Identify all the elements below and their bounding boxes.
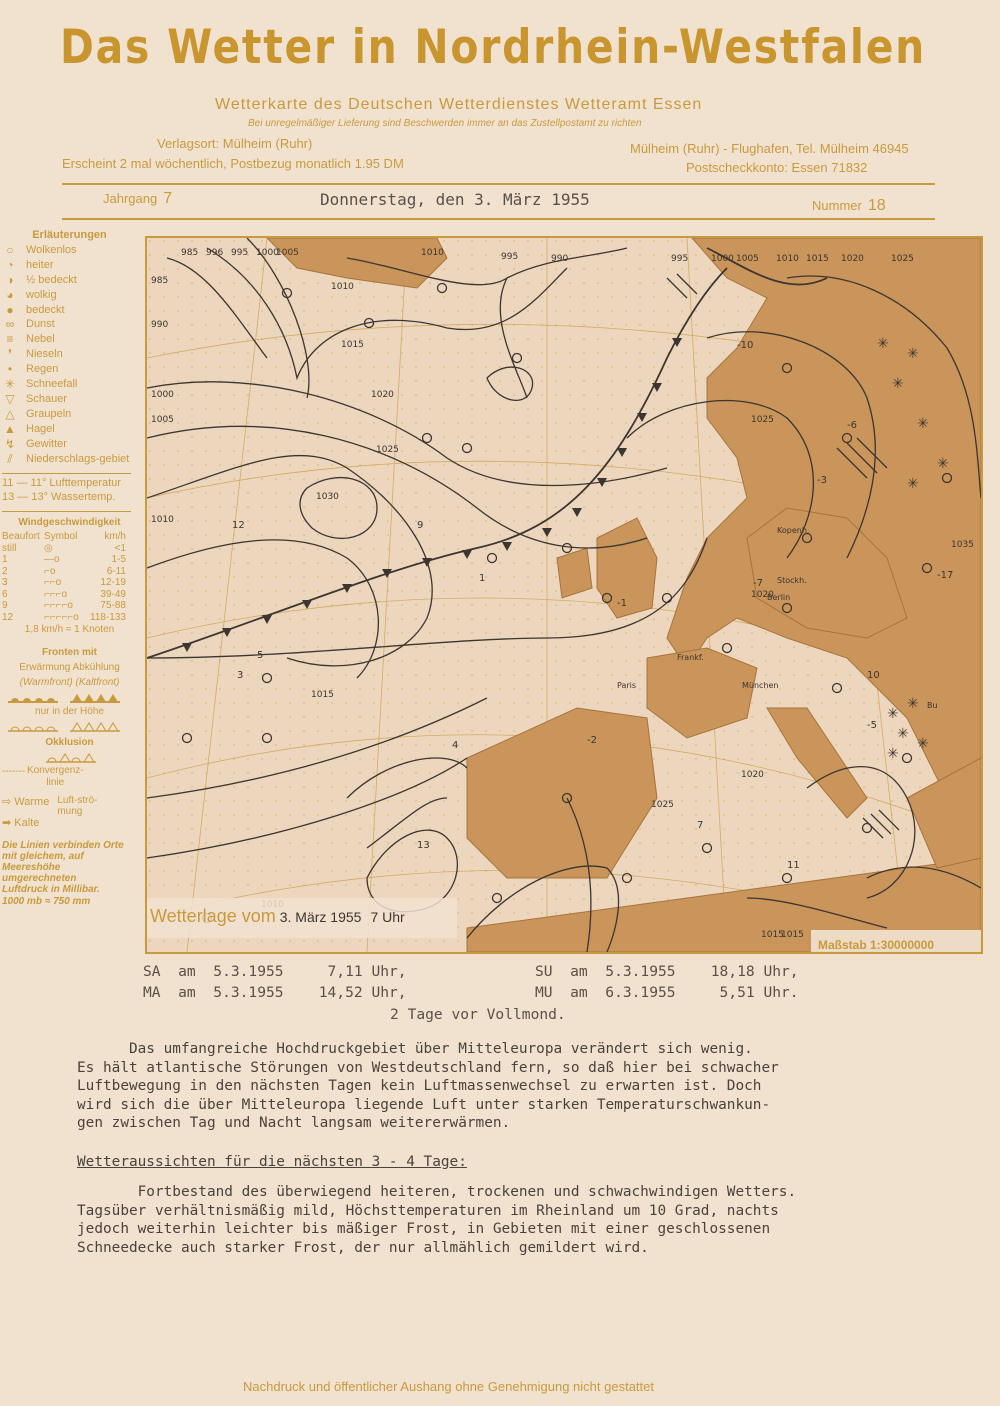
legend-item — [2, 392, 137, 407]
wind-header-cell: km/h — [104, 531, 126, 543]
reprint-notice: Nachdruck und öffentlicher Aushang ohne Genehmigung nicht gestattet — [243, 1379, 654, 1394]
isobar-label: 995 — [501, 252, 519, 262]
map-scale: Maßstab 1:30000000 — [818, 938, 935, 952]
newspaper-title: Das Wetter in Nordrhein-Westfalen — [60, 20, 927, 75]
svg-text:✳: ✳ — [887, 746, 899, 762]
weather-symbol-icon: ● — [6, 302, 14, 317]
air-temp-key: 11 — 11° Lufttemperatur — [2, 476, 121, 489]
upper-fronts-symbol — [6, 720, 126, 734]
legend-item — [2, 347, 137, 362]
temperature-label: 3 — [237, 670, 244, 681]
contact-postcheck: Postscheckkonto: Essen 71832 — [686, 160, 868, 175]
isobar-label: 1015 — [341, 340, 364, 350]
moonset: MU am 6.3.1955 5,51 Uhr. — [535, 984, 799, 1001]
isobar-label: 1010 — [331, 282, 354, 292]
temperature-label: -17 — [937, 570, 954, 581]
legend-divider — [2, 511, 131, 512]
isobar-label: 1020 — [741, 770, 764, 780]
wind-barb-icon: ⌐⌐o — [44, 577, 62, 589]
wind-cell: <1 — [114, 542, 126, 554]
weather-map — [145, 236, 983, 954]
convergence-key: ------- Konvergenz-linie — [2, 764, 84, 788]
wind-note: 1,8 km/h ≈ 1 Knoten — [24, 624, 115, 636]
volume-label: Jahrgang — [103, 191, 158, 206]
weather-symbol-icon: ◑ — [6, 272, 14, 287]
wind-cell: 39-49 — [100, 588, 126, 600]
isobar-label: 1030 — [316, 492, 339, 502]
temperature-label: 9 — [417, 520, 424, 531]
wind-row — [2, 612, 137, 624]
weather-symbol-icon: ▽ — [5, 391, 15, 406]
isobar-label: 995 — [671, 254, 689, 264]
isobar-label: 1000 — [711, 254, 734, 264]
water-temp-key: 13 — 13° Wassertemp. — [2, 491, 116, 504]
legend-item-label: Nieseln — [26, 348, 63, 361]
isobar-label: 1025 — [891, 254, 914, 264]
issue-number-info — [812, 197, 886, 215]
isobar-label: 1010 — [421, 248, 444, 258]
city-label: München — [742, 681, 779, 690]
legend-item-label: bedeckt — [26, 303, 65, 316]
fronts-title: Fronten mit — [42, 647, 97, 659]
wind-barb-icon: ⌐⌐⌐o — [44, 588, 68, 600]
temperature-label: -2 — [587, 735, 597, 746]
svg-text:✳: ✳ — [917, 416, 929, 432]
wind-cell: 9 — [2, 600, 8, 612]
isobar-label: 1035 — [951, 540, 974, 550]
svg-text:✳: ✳ — [887, 706, 899, 722]
surface-fronts-symbol — [6, 691, 126, 705]
contact-phone: Mülheim (Ruhr) - Flughafen, Tel. Mülheim 46945 — [630, 141, 909, 156]
number-label: Nummer — [812, 198, 862, 213]
legend-item-label: Schauer — [26, 392, 67, 405]
weather-symbol-icon: ≡ — [6, 332, 14, 347]
temperature-label: 11 — [787, 860, 800, 871]
header-rule-bottom — [62, 218, 935, 220]
map-caption-text: Wetterlage vom — [150, 906, 276, 926]
isobar-label: 1015 — [781, 930, 804, 940]
city-label: Frankf. — [677, 653, 704, 662]
wind-cell: 1-5 — [111, 554, 126, 566]
isobar-label: 1025 — [651, 800, 674, 810]
legend-item-label: Wolkenlos — [26, 243, 77, 256]
city-label: Kopenh. — [777, 526, 810, 535]
weather-symbol-icon: ○ — [6, 242, 14, 257]
wind-cell: 6-11 — [106, 565, 126, 577]
legend-item-label: Nebel — [26, 333, 55, 346]
temperature-label: -7 — [753, 578, 763, 589]
issue-date: Donnerstag, den 3. März 1955 — [320, 190, 590, 209]
outlook-heading: Wetteraussichten für die nächsten 3 - 4 Tage: — [77, 1154, 467, 1170]
temperature-label: -5 — [867, 720, 877, 731]
legend-item — [2, 407, 137, 422]
isobar-label: 985 — [151, 276, 169, 286]
wind-row — [2, 554, 137, 566]
legend-item — [2, 377, 137, 392]
svg-text:✳: ✳ — [937, 456, 949, 472]
isobar-label: 1005 — [736, 254, 759, 264]
isobar-label: 995 — [231, 248, 249, 258]
wind-row — [2, 600, 137, 612]
wind-cell: 2 — [2, 565, 8, 577]
header-rule-top — [62, 183, 935, 185]
svg-text:✳: ✳ — [917, 736, 929, 752]
weather-symbol-icon: ✳ — [4, 377, 16, 392]
temperature-label: 10 — [867, 670, 880, 681]
wind-header-cell: Beaufort — [2, 531, 40, 543]
legend-item — [2, 288, 137, 303]
weather-symbol-icon: ∞ — [5, 317, 15, 332]
subtitle: Wetterkarte des Deutschen Wetterdienstes Wetteramt Essen — [215, 96, 703, 113]
map-caption-date: 3. März 1955 — [279, 909, 362, 925]
isobar-label: 1010 — [151, 515, 174, 525]
isobar-note: Die Linien verbinden Orte mit gleichem, auf Meereshöhe umgerechneten Luftdruck in Millibar. — [2, 840, 124, 896]
temperature-label: 1 — [479, 573, 486, 584]
warm-arrow-row: ⇨ Warme — [2, 795, 50, 808]
fronts-subtitle-2: (Warmfront) (Kaltfront) — [19, 676, 120, 688]
sunrise: SA am 5.3.1955 7,11 Uhr, — [143, 963, 407, 980]
temperature-label: -1 — [617, 598, 627, 609]
map-caption-time: 7 Uhr — [370, 909, 405, 925]
upper-fronts-label: nur in der Höhe — [35, 705, 104, 717]
svg-text:✳: ✳ — [877, 336, 889, 352]
weather-symbol-icon: ◕ — [6, 287, 14, 302]
svg-text:✳: ✳ — [907, 346, 919, 362]
wind-barb-icon: ⌐⌐⌐⌐⌐o — [44, 611, 79, 623]
legend-item-label: Regen — [26, 363, 59, 376]
isobar-label: 1015 — [311, 690, 334, 700]
svg-text:✳: ✳ — [907, 476, 919, 492]
legend-item-label: Schneefall — [26, 378, 78, 391]
isobar-label: 1005 — [276, 248, 299, 258]
city-label: Paris — [617, 681, 637, 690]
wind-row — [2, 589, 137, 601]
wind-row — [2, 577, 137, 589]
wind-row — [2, 566, 137, 578]
weather-report: Das umfangreiche Hochdruckgebiet über Mitteleuropa verändert sich wenig. Es hält atlantische Störungen von Westdeutschland fern, so daß hier bei schwacher Luftbewegung in den nächsten Tagen kein Luftmassenwechsel zu erwarten ist. Doch wird sich die über Mitteleuropa liegende Luft unter starken Temperaturschwankun- gen zwischen Tag und Nacht langsam weitererwärmen. — [77, 1041, 779, 1131]
temperature-label: -6 — [847, 420, 857, 431]
map-caption — [150, 906, 405, 927]
weather-symbol-icon: • — [7, 362, 13, 377]
warm-label: Warme — [14, 795, 50, 808]
svg-text:✳: ✳ — [892, 376, 904, 392]
legend-item — [2, 437, 137, 452]
wind-barb-icon: ◎ — [44, 542, 53, 554]
isobar-label: 1005 — [151, 415, 174, 425]
temperature-label: 5 — [257, 650, 264, 661]
isobar-label: 990 — [151, 320, 169, 330]
cloud-symbol-list — [2, 243, 137, 467]
legend-item-label: ½ bedeckt — [26, 273, 77, 286]
wind-cell: 118-133 — [90, 611, 126, 623]
temperature-label: 7 — [697, 820, 704, 831]
convergence-label: Konvergenz-linie — [26, 764, 84, 788]
weather-symbol-icon: ↯ — [4, 436, 16, 451]
wind-cell: 75-88 — [100, 600, 126, 612]
legend-item — [2, 362, 137, 377]
pressure-conversion: 1000 mb ≈ 750 mm — [2, 896, 91, 908]
airflow-label: Luft-strö-mung — [57, 794, 98, 817]
wind-barb-icon: ⌐⌐⌐⌐o — [44, 600, 73, 612]
wind-header-cell: Symbol — [44, 531, 78, 543]
legend-item — [2, 317, 137, 332]
isobar-label: 1020 — [371, 390, 394, 400]
weather-map-graphic — [147, 238, 981, 952]
legend-item-label: Gewitter — [26, 437, 67, 450]
fronts-subtitle: Erwärmung Abkühlung — [19, 662, 120, 674]
legend-item — [2, 258, 137, 273]
isobar-label: 1025 — [376, 445, 399, 455]
legend-divider — [2, 473, 131, 474]
weather-symbol-icon: △ — [5, 406, 15, 421]
cold-label: Kalte — [14, 816, 40, 829]
legend-item-label: wolkig — [26, 288, 57, 301]
isobar-label: 1000 — [256, 248, 279, 258]
temperature-label: 4 — [452, 740, 459, 751]
isobar-label: 1025 — [751, 415, 774, 425]
wind-table-header — [2, 531, 137, 543]
isobar-label: 1015 — [761, 930, 784, 940]
wind-title: Windgeschwindigkeit — [18, 517, 121, 529]
legend-item — [2, 422, 137, 437]
city-label: Berlin — [767, 593, 791, 602]
isobar-label: 996 — [206, 248, 224, 258]
wind-cell: 12-19 — [100, 577, 126, 589]
svg-text:✳: ✳ — [897, 726, 909, 742]
svg-text:✳: ✳ — [907, 696, 919, 712]
legend-item-label: Hagel — [26, 422, 55, 435]
legend-item-label: Dunst — [26, 318, 55, 331]
city-label: Stockh. — [777, 576, 807, 585]
wind-cell: 6 — [2, 588, 8, 600]
publication-frequency: Erscheint 2 mal wöchentlich, Postbezug monatlich 1.95 DM — [62, 156, 404, 171]
legend-item — [2, 303, 137, 318]
isobar-label: 1020 — [841, 254, 864, 264]
legend-item — [2, 452, 137, 467]
weather-symbol-icon: ❜ — [8, 347, 12, 362]
occlusion-symbol — [6, 751, 126, 765]
airflow-key — [2, 795, 137, 831]
weather-symbol-icon: ▲ — [4, 421, 16, 436]
volume-info — [103, 190, 172, 208]
temperature-label: -10 — [737, 340, 754, 351]
wind-barb-icon: ⌐o — [44, 565, 56, 577]
isobar-label: 990 — [551, 254, 569, 264]
volume-number: 7 — [163, 190, 173, 207]
temperature-label: 13 — [417, 840, 430, 851]
wind-cell: still — [2, 542, 17, 554]
isobar-label: 1010 — [776, 254, 799, 264]
wind-cell: 12 — [2, 611, 14, 623]
isobar-label: 1000 — [151, 390, 174, 400]
legend-item-label: heiter — [26, 258, 54, 271]
isobar-label: 985 — [181, 248, 199, 258]
map-legend — [2, 228, 137, 910]
sunset: SU am 5.3.1955 18,18 Uhr, — [535, 963, 799, 980]
legend-item — [2, 273, 137, 288]
legend-item-label: Graupeln — [26, 407, 72, 420]
legend-item — [2, 243, 137, 258]
wind-row — [2, 543, 137, 555]
wind-cell: 1 — [2, 554, 8, 566]
outlook-text: Fortbestand des überwiegend heiteren, trockenen und schwachwindigen Wetters. Tagsüber verhältnismäßig mild, Höchsttemperaturen im Rheinland um 10 Grad, nachts jedoch weiterhin leichter bis mäßiger Frost, in Gebieten mit einer geschlossenen Schneedecke auch starker Frost, der nur allmählich gemildert wird. — [77, 1184, 797, 1256]
wind-table — [2, 531, 137, 623]
legend-title: Erläuterungen — [32, 229, 107, 241]
moon-phase: 2 Tage vor Vollmond. — [390, 1006, 566, 1023]
city-label: Bu — [927, 701, 938, 710]
delivery-notice: Bei unregelmäßiger Lieferung sind Beschwerden immer an das Zustellpostamt zu richten — [248, 118, 642, 129]
moonrise: MA am 5.3.1955 14,52 Uhr, — [143, 984, 407, 1001]
wind-cell: 3 — [2, 577, 8, 589]
isobar-label: 1020 — [751, 590, 774, 600]
legend-item — [2, 332, 137, 347]
cold-arrow-row: ➡ Kalte — [2, 816, 40, 829]
wind-barb-icon: —o — [44, 554, 60, 566]
weather-symbol-icon: ◔ — [6, 257, 14, 272]
occlusion-label: Okklusion — [45, 736, 94, 748]
weather-symbol-icon: ⫽ — [7, 451, 13, 466]
temperature-label: -3 — [817, 475, 827, 486]
temperature-label: 12 — [232, 520, 245, 531]
publication-place: Verlagsort: Mülheim (Ruhr) — [157, 136, 313, 151]
legend-item-label: Niederschlags-gebiet — [26, 452, 130, 465]
isobar-label: 1015 — [806, 254, 829, 264]
issue-number: 18 — [867, 197, 886, 214]
